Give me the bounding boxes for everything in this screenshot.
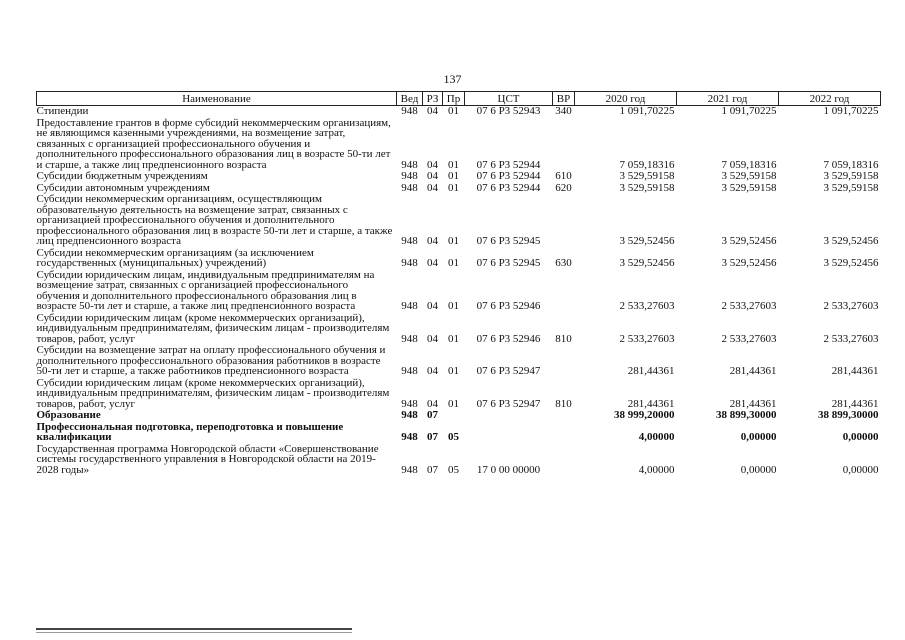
header-cst: ЦСТ (465, 92, 553, 106)
cell-pr: 01 (448, 300, 459, 312)
cell-pr: 01 (448, 105, 459, 117)
cell-2020: 3 529,59158 (619, 170, 675, 182)
cell-vr (553, 118, 575, 172)
table-row (37, 378, 881, 411)
cell-vr (553, 444, 575, 477)
cell-2022: 3 529,52456 (823, 257, 879, 269)
cell-rz: 04 (427, 332, 438, 345)
header-ved: Вед (397, 92, 423, 106)
table-header-row (37, 92, 881, 106)
cell-2021: 2 533,27603 (721, 332, 777, 345)
cell-cst: 07 6 Р3 52945 (476, 235, 541, 247)
cell-ved: 948 (401, 409, 418, 421)
cell-pr: 05 (448, 463, 459, 476)
cell-2020: 4,00000 (638, 431, 675, 443)
cell-ved: 948 (401, 365, 418, 377)
cell-name: Стипендии (36, 105, 89, 117)
cell-2022: 0,00000 (842, 463, 879, 476)
cell-vr (553, 194, 575, 248)
cell-pr: 01 (448, 170, 459, 182)
cell-vr: 810 (555, 332, 572, 345)
cell-2021: 2 533,27603 (721, 300, 777, 312)
cell-rz: 04 (427, 257, 438, 269)
cell-name: Профессиональная подготовка, переподготовка и повышение квалификации (36, 420, 344, 443)
cell-2020: 4,00000 (638, 463, 675, 476)
table-row (37, 270, 881, 313)
cell-name: Государственная программа Новгородской области «Совершенствование системы государственного управления в Новгородской области на 2019-2028 годы» (36, 442, 379, 476)
cell-2021: 3 529,52456 (721, 257, 777, 269)
cell-2021: 3 529,59158 (721, 181, 777, 194)
cell-2021: 3 529,59158 (721, 170, 777, 182)
cell-cst: 07 6 Р3 52947 (476, 397, 541, 410)
cell-cst: 07 6 Р3 52944 (476, 181, 541, 194)
header-pr: Пр (443, 92, 465, 106)
cell-rz: 04 (427, 181, 438, 194)
cell-ved: 948 (401, 463, 418, 476)
cell-2022: 3 529,52456 (823, 235, 879, 247)
cell-name: Субсидии бюджетным учреждениям (36, 170, 208, 182)
table-row (37, 118, 881, 172)
cell-2020: 281,44361 (627, 365, 675, 377)
header-2021: 2021 год (677, 92, 779, 106)
header-2022: 2022 год (779, 92, 881, 106)
table-body (37, 106, 881, 477)
cell-2022: 1 091,70225 (823, 105, 879, 117)
cell-cst: 07 6 Р3 52944 (476, 170, 541, 182)
cell-ved: 948 (401, 431, 418, 443)
cell-cst: 07 6 Р3 52947 (476, 365, 541, 377)
cell-2021: 281,44361 (729, 397, 777, 410)
cell-vr: 630 (555, 257, 572, 269)
cell-2020: 3 529,52456 (619, 235, 675, 247)
cell-rz: 07 (427, 431, 438, 443)
cell-vr (553, 422, 575, 444)
cell-2020: 281,44361 (627, 397, 675, 410)
cell-vr (553, 270, 575, 313)
cell-2020: 1 091,70225 (619, 105, 675, 117)
cell-2021: 38 899,30000 (716, 409, 777, 421)
cell-cst: 07 6 Р3 52945 (476, 257, 541, 269)
cell-2022: 3 529,59158 (823, 170, 879, 182)
cell-rz: 04 (427, 300, 438, 312)
table-row (37, 171, 881, 183)
cell-cst: 07 6 Р3 52944 (476, 158, 541, 171)
cell-ved: 948 (401, 397, 418, 410)
cell-rz: 04 (427, 365, 438, 377)
cell-cst: 17 0 00 00000 (476, 463, 541, 476)
header-name: Наименование (37, 92, 397, 106)
cell-2022: 7 059,18316 (823, 158, 879, 171)
cell-2020: 38 999,20000 (614, 409, 675, 421)
header-vr: ВР (553, 92, 575, 106)
cell-name: Субсидии на возмещение затрат на оплату профессионального обучения и дополнительного профессионального образования работников в возрасте 50-ти лет и старше, а также работников предпенсионного возраста (36, 344, 386, 377)
cell-ved: 948 (401, 300, 418, 312)
cell-ved: 948 (401, 257, 418, 269)
cell-2021: 7 059,18316 (721, 158, 777, 171)
cell-vr: 340 (555, 105, 572, 117)
cell-vr (553, 410, 575, 422)
cell-name: Образование (36, 409, 101, 421)
cell-cst: 07 6 Р3 52946 (476, 300, 541, 312)
cell-pr: 01 (448, 158, 459, 171)
cell-2021: 0,00000 (740, 463, 777, 476)
cell-2022: 3 529,59158 (823, 181, 879, 194)
table-row (37, 248, 881, 270)
cell-name: Предоставление грантов в форме субсидий некоммерческим организациям, не являющимся казенными учреждениями, на возмещение затрат, связанных с организацией профессионального обучения и дополнительного профессионального образования лиц в возрасте 50-ти лет и старше, а также лиц предпенсионного возраста (36, 116, 391, 171)
cell-2022: 2 533,27603 (823, 300, 879, 312)
cell-2021: 1 091,70225 (721, 105, 777, 117)
cell-pr: 01 (448, 397, 459, 410)
cell-2020: 2 533,27603 (619, 332, 675, 345)
cell-2022: 281,44361 (831, 397, 879, 410)
cell-vr: 610 (555, 170, 572, 182)
cell-cst (465, 422, 553, 444)
cell-2020: 3 529,59158 (619, 181, 675, 194)
bottom-divider (36, 628, 352, 630)
cell-pr: 01 (448, 365, 459, 377)
cell-2022: 2 533,27603 (823, 332, 879, 345)
table-row (37, 422, 881, 444)
cell-rz: 04 (427, 158, 438, 171)
cell-cst: 07 6 Р3 52943 (476, 105, 541, 117)
cell-vr: 620 (555, 181, 572, 194)
cell-rz: 04 (427, 170, 438, 182)
table-row (37, 194, 881, 248)
cell-2022: 0,00000 (842, 431, 879, 443)
cell-rz: 04 (427, 105, 438, 117)
budget-table (36, 91, 881, 476)
bottom-divider-thin (36, 632, 352, 633)
cell-name: Субсидии юридическим лицам (кроме некоммерческих организаций), индивидуальным предпринимателям, физическим лицам - производителям товаров, работ, услуг (36, 311, 390, 345)
cell-ved: 948 (401, 181, 418, 194)
cell-2021: 3 529,52456 (721, 235, 777, 247)
cell-2022: 38 899,30000 (818, 409, 879, 421)
cell-name: Субсидии юридическим лицам, индивидуальным предпринимателям на возмещение затрат, связанных с организацией профессионального обучения и дополнительного профессионального образования лиц в возрасте 50-ти лет и старше, а также лиц предпенсионного возраста (36, 268, 375, 312)
cell-2021: 281,44361 (729, 365, 777, 377)
cell-vr (553, 345, 575, 378)
cell-cst (465, 410, 553, 422)
cell-ved: 948 (401, 235, 418, 247)
cell-pr: 01 (448, 257, 459, 269)
cell-pr: 01 (448, 332, 459, 345)
cell-rz: 04 (427, 235, 438, 247)
cell-ved: 948 (401, 170, 418, 182)
cell-ved: 948 (401, 158, 418, 171)
table-row (37, 106, 881, 118)
cell-pr: 01 (448, 235, 459, 247)
table-row (37, 410, 881, 422)
cell-name: Субсидии юридическим лицам (кроме некоммерческих организаций), индивидуальным предпринимателям, физическим лицам - производителям товаров, работ, услуг (36, 376, 390, 410)
table-row (37, 313, 881, 346)
cell-name: Субсидии автономным учреждениям (36, 181, 210, 194)
cell-pr: 01 (448, 181, 459, 194)
table-row (37, 444, 881, 477)
cell-2020: 3 529,52456 (619, 257, 675, 269)
cell-vr: 810 (555, 397, 572, 410)
cell-ved: 948 (401, 332, 418, 345)
cell-2020: 7 059,18316 (619, 158, 675, 171)
cell-2022: 281,44361 (831, 365, 879, 377)
cell-pr: 05 (448, 431, 459, 443)
cell-rz: 07 (427, 409, 438, 421)
cell-rz: 07 (427, 463, 438, 476)
cell-ved: 948 (401, 105, 418, 117)
cell-name: Субсидии некоммерческим организациям (за исключением государственных (муниципальных) учреждений) (36, 246, 314, 269)
cell-cst: 07 6 Р3 52946 (476, 332, 541, 345)
cell-name: Субсидии некоммерческим организациям, осуществляющим образовательную деятельность на возмещение затрат, связанных с организацией профессионального обучения и дополнительного профессионального образования лиц в возрасте 50-ти лет и старше, а также лиц предпенсионного возраста (36, 193, 393, 247)
header-rz: РЗ (423, 92, 443, 106)
table-row (37, 345, 881, 378)
cell-rz: 04 (427, 397, 438, 410)
header-2020: 2020 год (575, 92, 677, 106)
cell-2020: 2 533,27603 (619, 300, 675, 312)
cell-pr (443, 410, 465, 422)
cell-2021: 0,00000 (740, 431, 777, 443)
page-number: 137 (443, 72, 462, 86)
